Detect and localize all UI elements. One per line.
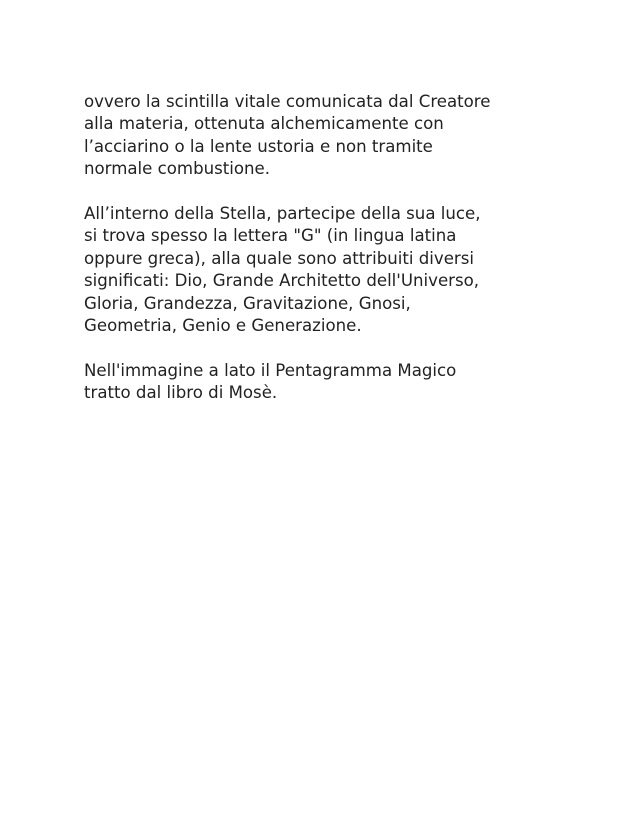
text-line: Geometria, Genio e Generazione.: [84, 316, 362, 336]
text-line: alla materia, ottenuta alchemicamente con: [84, 114, 444, 134]
text-line: ovvero la scintilla vitale comunicata dal Creatore: [84, 92, 491, 111]
paragraph-stella: [84, 203, 584, 337]
text-line: tratto dal libro di Mosè.: [84, 383, 278, 403]
text-line: Gloria, Grandezza, Gravitazione, Gnosi,: [84, 293, 411, 313]
text-line: All’interno della Stella, partecipe della sua luce,: [84, 204, 481, 224]
text-line: significati: Dio, Grande Architetto dell'Universo,: [84, 271, 480, 291]
text-line: Nell'immagine a lato il Pentagramma Magico: [84, 360, 457, 380]
paragraph-pentagramma: [84, 360, 584, 405]
paragraph-scintilla: [84, 91, 584, 181]
text-line: l’acciarino o la lente ustoria e non tramite: [84, 136, 433, 156]
text-line: oppure greca), alla quale sono attribuiti diversi: [84, 248, 474, 268]
text-line: normale combustione.: [84, 159, 271, 179]
text-line: si trova spesso la lettera "G" (in lingua latina: [84, 226, 457, 246]
body-text: [84, 91, 584, 427]
